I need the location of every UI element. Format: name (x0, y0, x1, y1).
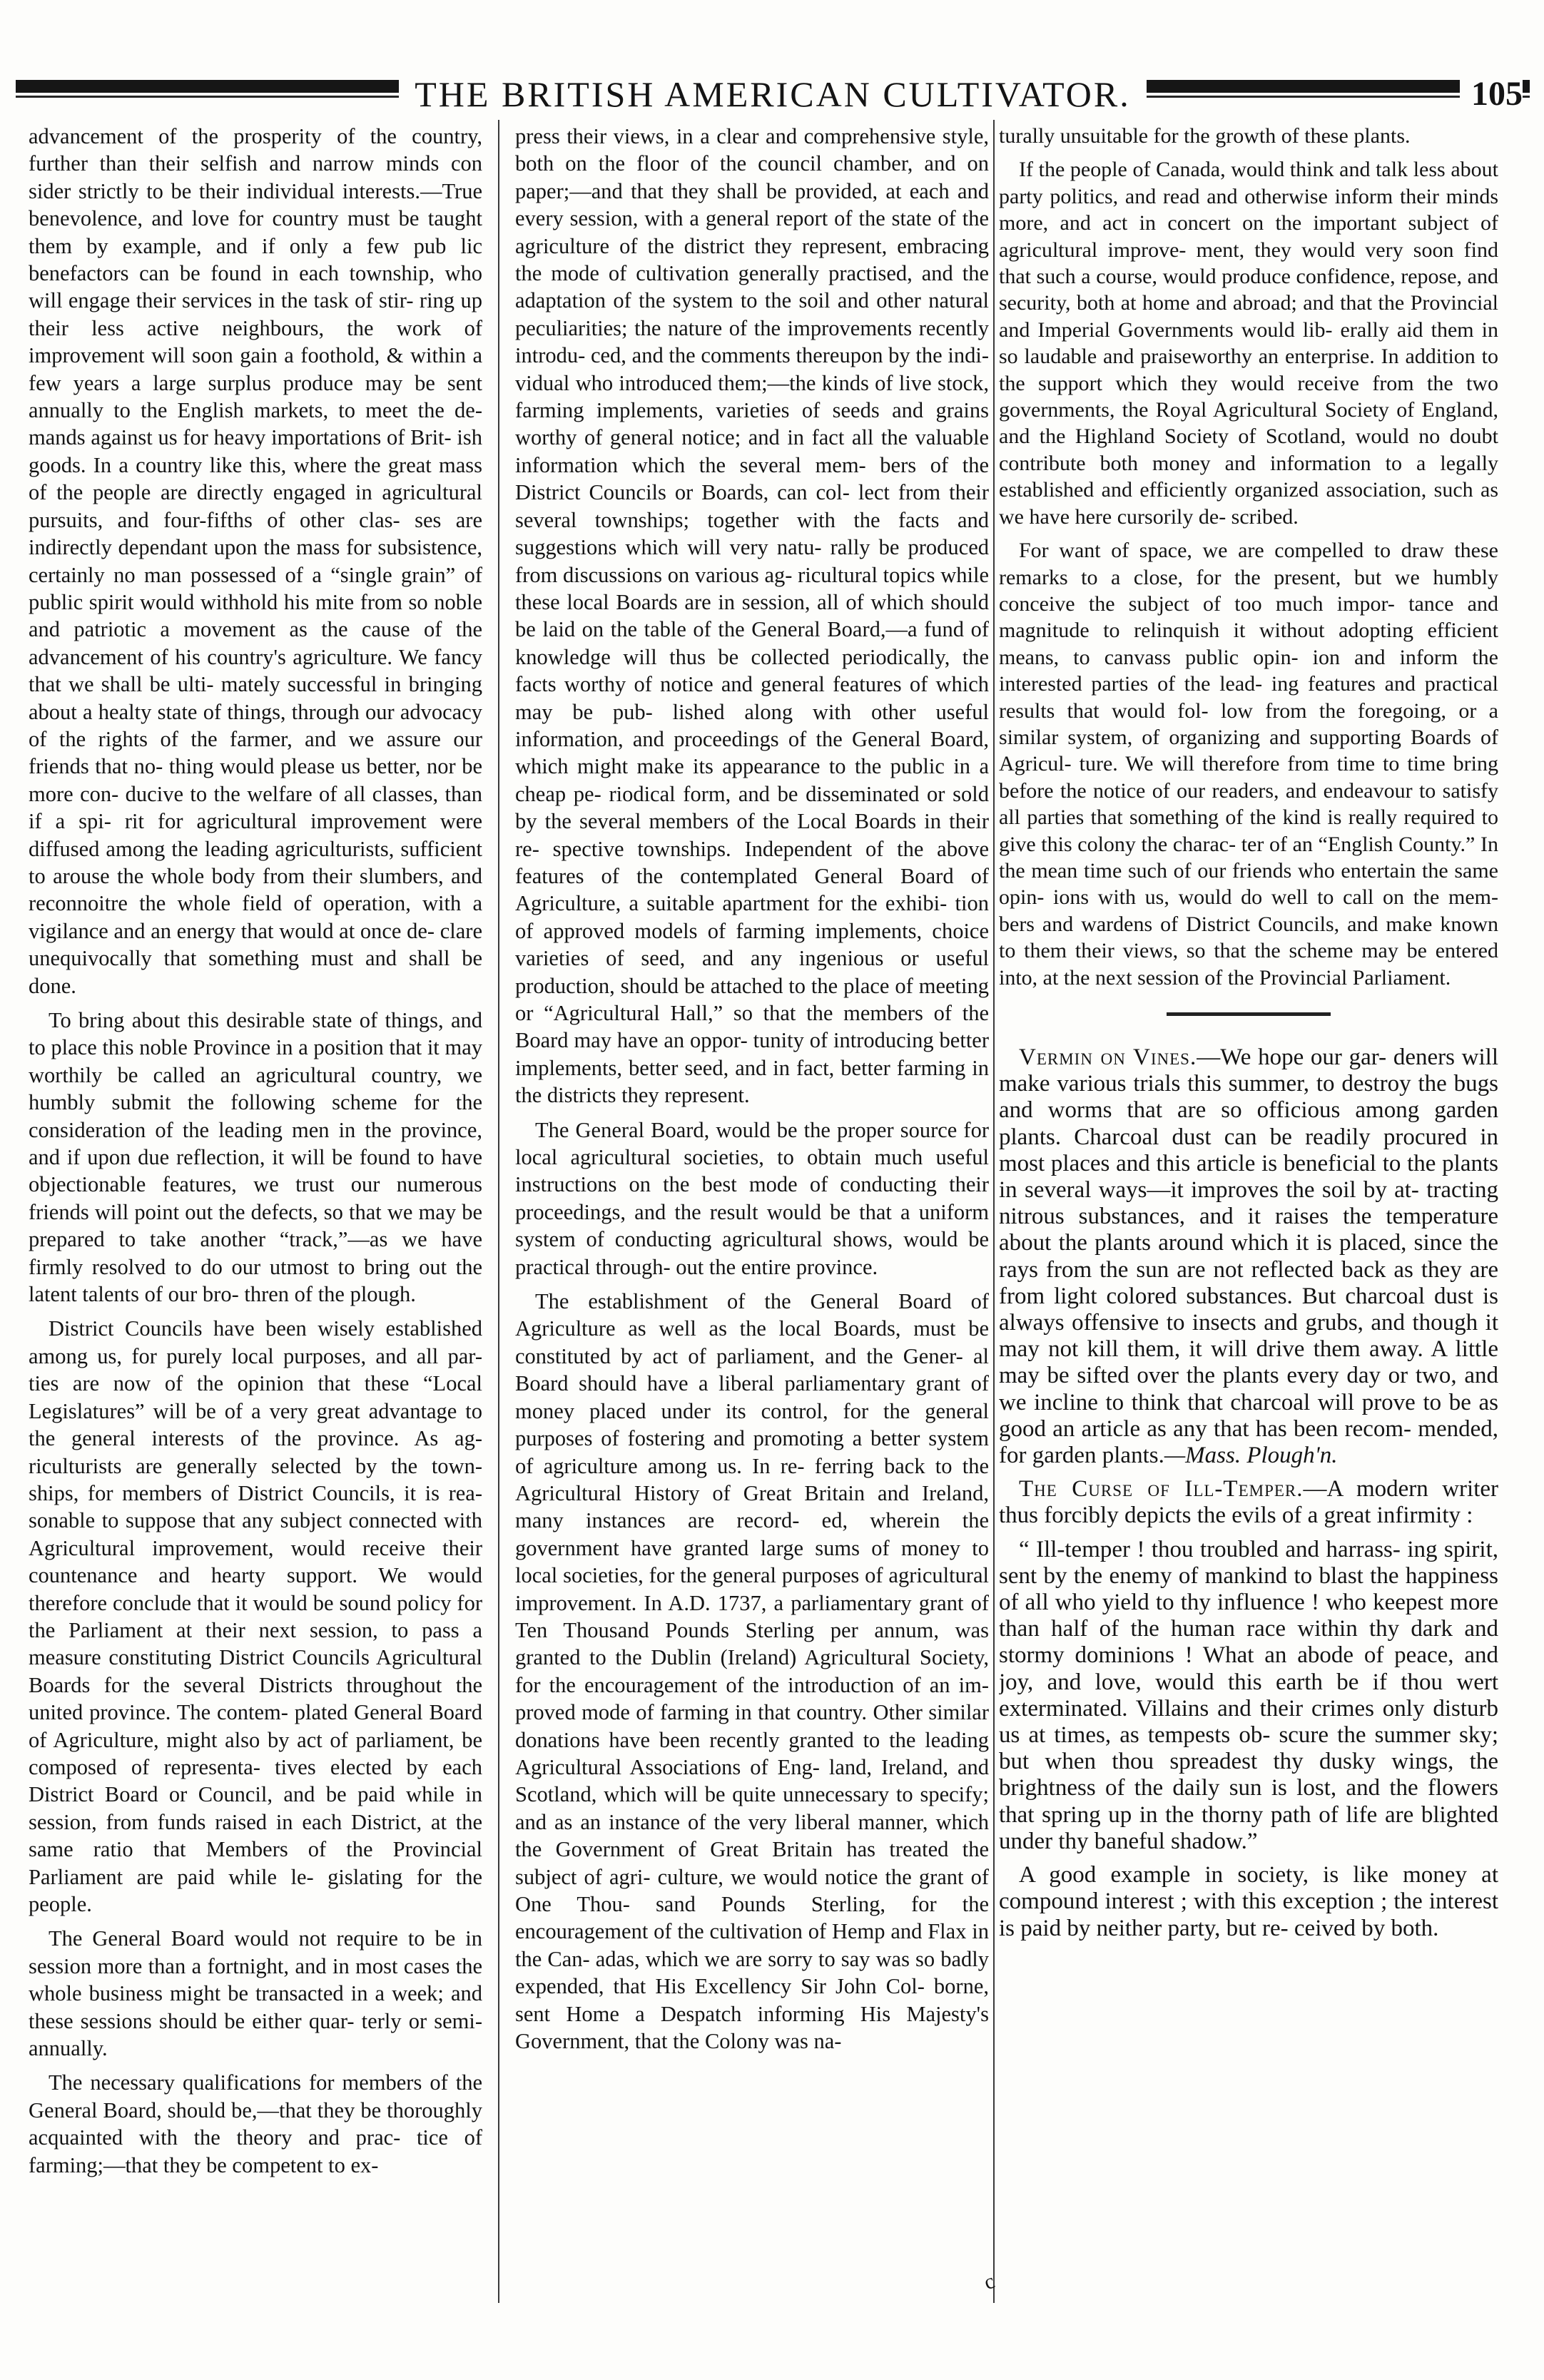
curse-quote: “ Ill-temper ! thou troubled and harrass- ing spirit, sent by the enemy of mankind to blast the happiness of all who yield to thy influence ! who keepest more than half of the human race within thy dark and stormy dominions ! What an abode of peace, and joy, and love, would this earth be if thou wert exterminated. Villains and their crimes only disturb us at times, as tempests ob- scure the summer sky; but when thou spreadest thy dusky wings, the brightness of the daily sun is lost, and the flowers that spring up in the thorny path of life are blighted under thy baneful shadow.” (999, 1536, 1498, 1854)
article-column-2 (515, 123, 989, 2334)
footer-mark: c (980, 2269, 998, 2295)
curse-heading: The Curse of Ill-Temper. (1019, 1476, 1304, 1502)
col3-paragraph-2: If the people of Canada, would think and talk less about party politics, and read and otherwise inform their minds more, and act in concert on the important subject of agricultural improve- ment, they would very soon find that such a course, would produce confidence, repose, and security, both at home and abroad; and that the Provincial and Imperial Governments would lib- erally aid them in so laudable and praiseworthy an enterprise. In addition to the support which they would receive from the two governments, the Royal Agricultural Society of England, and the Highland Society of Scotland, would no doubt contribute both money and information to a legally established and efficiently organized association, such as we have here cursorily de- scribed. (999, 158, 1498, 529)
vermin-source: —Mass. Plough'n. (1164, 1443, 1338, 1469)
col1-paragraph-4: The General Board would not require to be in session more than a fortnight, and in most cases the whole business might be transacted in a week; and these sessions should be either quar- terly or semi-annually. (29, 1926, 482, 2061)
curse-intro: —A modern writer thus forcibly depicts the evils of a great infirmity : (999, 1476, 1498, 1529)
col3-paragraph-3: For want of space, we are compelled to draw these remarks to a close, for the present, but we humbly conceive the subject of too much impor- tance and magnitude to relinquish it without adopting efficient means, to canvass public opin- ion and inform the interested parties of the lead- ing features and practical results that would fol- low from the foregoing, or a similar system, of organizing and supporting Boards of Agricul- ture. We will therefore from time to time bring before the notice of our readers, and endeavour to satisfy all parties that something of the kind is really required to give this colony the charac- ter of an “English County.” In the mean time such of our friends who entertain the same opin- ions with us, would do well to call on the mem- bers and wardens of District Councils, and make known to them their views, so that the scheme may be entered into, at the next session of the Provincial Parliament. (999, 539, 1498, 990)
masthead (16, 71, 1530, 114)
col2-paragraph-2: The General Board, would be the proper source for local agricultural societies, to obtain much useful instructions on the best mode of conducting their proceedings, and the result would be that a uniform system of conducting agricultural shows, would be practical through- out the entire province. (515, 1117, 989, 1279)
page-title: THE BRITISH AMERICAN CULTIVATOR. (399, 74, 1147, 114)
vermin-heading: Vermin on Vines. (1019, 1044, 1197, 1070)
col1-paragraph-1: advancement of the prosperity of the country, further than their selfish and narrow minds con sider strictly to be their individual interests.—True benevolence, and love for country must be taught them by example, and if only a few pub lic benefactors can be found in each township, who will engage their services in the task of stir- ring up their less active neighbours, the work of improvement will soon gain a foothold, & within a few years a large surplus produce may be sent annually to the English markets, to meet the de- mands against us for heavy importations of Brit- ish goods. In a country like this, where the great mass of the people are directly engaged in agricultural pursuits, and four-fifths of other clas- ses are indirectly dependant upon the mass for subsistence, certainly no man possessed of a “single grain” of public spirit would withhold his mite from so noble and patriotic a movement as the cause of the advancement of his country's agriculture. We fancy that we shall be ulti- mately successful in bringing about a healty state of things, through our advocacy of the rights of the farmer, and we assure our friends that no- thing would please us better, nor be more con- ducive to the welfare of all classes, than if a spi- rit for agricultural improvement were diffused among the leading agriculturists, sufficient to arouse the whole body from their slumbers, and reconnoitre the whole field of operation, with a vigilance and an energy that would at once de- clare unequivocally that something must and shall be done. (29, 124, 482, 998)
col2-paragraph-3: The establishment of the General Board of Agriculture as well as the local Boards, must be constituted by act of parliament, and the Gener- al Board should have a liberal parliamentary grant of money placed under its control, for the general purposes of fostering and promoting a better system of agriculture among us. In re- ferring back to the Agricultural History of Great Britain and Ireland, many instances are record- ed, wherein the government have granted large sums of money to local societies, for the general purposes of agricultural improvement. In A.D. 1737, a parliamentary grant of Ten Thousand Pounds Sterling per annum, was granted to the Dublin (Ireland) Agricultural Society, for the encouragement of the introduction of an im- proved mode of farming in that country. Other similar donations have been recently granted to the leading Agricultural Associations of Eng- land, Ireland, and Scotland, which will be quite unnecessary to specify; and as an instance of the very liberal manner, which the Government of Great Britain has treated the subject of agri- culture, we would notice the grant of One Thou- sand Pounds Sterling, for the encouragement of the cultivation of Hemp and Flax in the Can- adas, which we are sorry to say was so badly expended, that His Excellency Sir John Col- borne, sent Home a Despatch informing His Majesty's Government, that the Colony was na- (515, 1289, 989, 2054)
col3-paragraph-1: turally unsuitable for the growth of these plants. (999, 124, 1411, 148)
page-number: 105 (1460, 74, 1523, 114)
masthead-title-wrap (16, 74, 1530, 114)
column-divider-1 (498, 120, 499, 2303)
col1-paragraph-2: To bring about this desirable state of things, and to place this noble Province in a position that it may worthily be called an agricultural country, we humbly submit the following scheme for the consideration of the leading men in the province, and if upon due reflection, it will be found to have objectionable features, we trust our numerous friends will point out the defects, so that we may be prepared to take another “track,”—as we have firmly resolved to do our utmost to bring out the latent talents of our bro- thren of the plough. (29, 1008, 482, 1307)
col2-paragraph-1: press their views, in a clear and comprehensive style, both on the floor of the council chamber, and on paper;—and that they shall be provided, at each and every session, with a general report of the state of the agriculture of the district they represent, embracing the mode of cultivation generally practised, and the adaptation of the system to the soil and other natural peculiarities; the nature of the improvements recently introdu- ced, and the comments thereupon by the indi- vidual who introduced them;—the kinds of live stock, farming implements, varieties of seeds and grains worthy of general notice; and in fact all the valuable information which the several mem- bers of the District Councils or Boards, can col- lect from their several townships; together with the facts and suggestions which will very natu- rally be produced from discussions on various ag- ricultural topics while these local Boards are in session, all of which should be laid on the table of the General Board,—a fund of knowledge will thus be collected periodically, the facts worthy of notice and general features of which may be pub- lished along with other useful information, and proceedings of the General Board, which might make its appearance to the public in a cheap pe- riodical form, and be disseminated or sold by the several members of the Local Boards in their re- spective townships. Independent of the above features of the contemplated General Board of Agriculture, a suitable apartment for the exhibi- tion of approved models of farming implements, choice varieties of seed, and any ingenious or useful production, should be attached to the place of meeting or “Agricultural Hall,” so that the members of the Board may have an oppor- tunity of introducing better implements, better seed, and in fact, better farming in the districts they represent. (515, 124, 989, 1108)
article-column-3 (999, 123, 1498, 2334)
money-article: A good example in society, is like money at compound interest ; with this exception ; the interest is paid by neither party, but re- ceived by both. (999, 1862, 1498, 1941)
vermin-text: —We hope our gar- deners will make various trials this summer, to destroy the bugs and worms that are so officious among garden plants. Charcoal dust can be readily procured in most places and this article is beneficial to the plants in several ways—it improves the soil by at- tracting nitrous substances, and it raises the temperature about the plants around which it is placed, since the rays from the sun are not reflected back as they are from light colored substances. But charcoal dust is always offensive to insects and grubs, and though it may not kill them, it will drive them away. A little may be sifted over the plants every day or two, and we incline to think that charcoal will prove to be as good an article as any that has been recom- mended, for garden plants. (999, 1044, 1498, 1469)
column-divider-2 (993, 120, 995, 2303)
section-divider (1167, 1012, 1331, 1016)
article-column-1 (29, 123, 482, 2334)
vermin-article (999, 1044, 1498, 1469)
col1-paragraph-3: District Councils have been wisely established among us, for purely local purposes, and all par- ties are now of the opinion that these “Local Legislatures” will be of a very great advantage to the general interests of the province. As ag- riculturists are generally selected by the town- ships, for members of District Councils, it is rea- sonable to suppose that any subject connected with Agricultural improvement, would receive their countenance and hearty support. We would therefore conclude that it would be sound policy for the Parliament at their next session, to pass a measure constituting District Councils Agricultural Boards for the several Districts throughout the united province. The contem- plated General Board of Agriculture, might also by act of parliament, be composed of representa- tives elected by each District Board or Council, and be paid while in session, from funds raised in each District, at the same ratio that Members of the Provincial Parliament are paid while le- gislating for the people. (29, 1316, 482, 1916)
curse-article (999, 1476, 1498, 1529)
col1-paragraph-5: The necessary qualifications for members of the General Board, should be,—that they be thoroughly acquainted with the theory and prac- tice of farming;—that they be competent to ex- (29, 2070, 482, 2177)
